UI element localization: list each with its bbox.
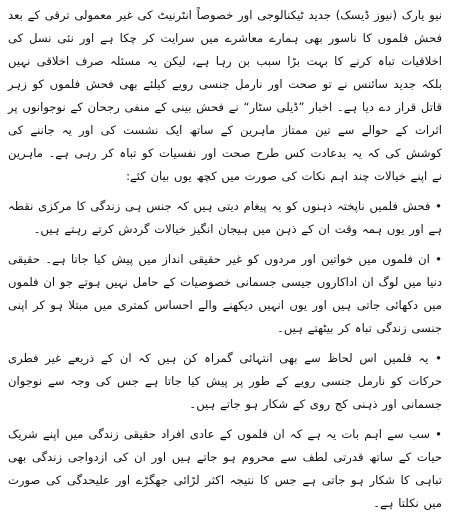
bullet-point-2: • ان فلموں میں خواتین اور مردوں کو غیر حقیقی انداز میں پیش کیا جاتا ہے۔ حقیقی دنیا میں لوگ ان اداکاروں جیسی جسمانی خصوصیات کے حامل نہیں ہوتے جو ان فلموں میں دکھائی جاتی ہیں اور یوں انہیں دیکھنے والے احساس کمتری میں مبتلا ہو کر اپنی جنسی زندگی تباہ کر بیٹھتے ہیں۔ (8, 252, 442, 335)
bullet-point-1: • فحش فلمیں ناپختہ ذہنوں کو یہ پیغام دیتی ہیں کہ جنس ہی زندگی کا مرکزی نقطہ ہے اور یوں ہمہ وقت ان کے ذہن میں ہیجان انگیز خیالات گردش کرتے رہتے ہیں۔ (8, 199, 442, 236)
intro-paragraph: نیو یارک (نیوز ڈیسک) جدید ٹیکنالوجی اور خصوصاً انٹرنیٹ کی غیر معمولی ترقی کے بعد فحش فلموں کا ناسور بھی ہمارے معاشرے میں سرایت کر چکا ہے اور نئی نسل کی اخلاقیات تباہ کرنے کا بہت بڑا سبب بن رہا ہے، لیکن یہ مسئلہ صرف اخلاقی نہیں بلکہ جدید سائنس نے تو صحت اور نارمل جنسی رویے کیلئے بھی فحش فلموں کو زہر قاتل قرار دے دیا ہے۔ اخبار ”ڈیلی سٹار“ نے فحش بینی کے منفی رجحان کے نوجوانوں پر اثرات کے حوالے سے تین ممتاز ماہرین کے ساتھ ایک نشست کی اور یہ جاننے کی کوشش کی کہ یہ بدعادت کس طرح صحت اور نفسیات کو تباہ کر رہی ہے۔ ماہرین نے اپنے خیالات چند اہم نکات کی صورت میں کچھ یوں بیان کئے: (8, 8, 442, 183)
bullet-point-4: • سب سے اہم بات یہ ہے کہ ان فلموں کے عادی افراد حقیقی زندگی میں اپنے شریک حیات کے ساتھ قدرتی لطف سے محروم ہو جاتے ہیں اور ان کی ازدواجی زندگی بھی تباہی کا شکار ہو جاتی ہے جس کا نتیجہ اکثر لڑائی جھگڑے اور علیحدگی کی صورت میں نکلتا ہے۔ (8, 427, 442, 510)
bullet-point-3: • یہ فلمیں اس لحاظ سے بھی انتہائی گمراہ کن ہیں کہ ان کے ذریعے غیر فطری حرکات کو نارمل جنسی رویے کے طور پر پیش کیا جاتا ہے جس کی وجہ سے نوجوان جسمانی اور ذہنی کج روی کے شکار ہو جاتے ہیں۔ (8, 351, 442, 411)
